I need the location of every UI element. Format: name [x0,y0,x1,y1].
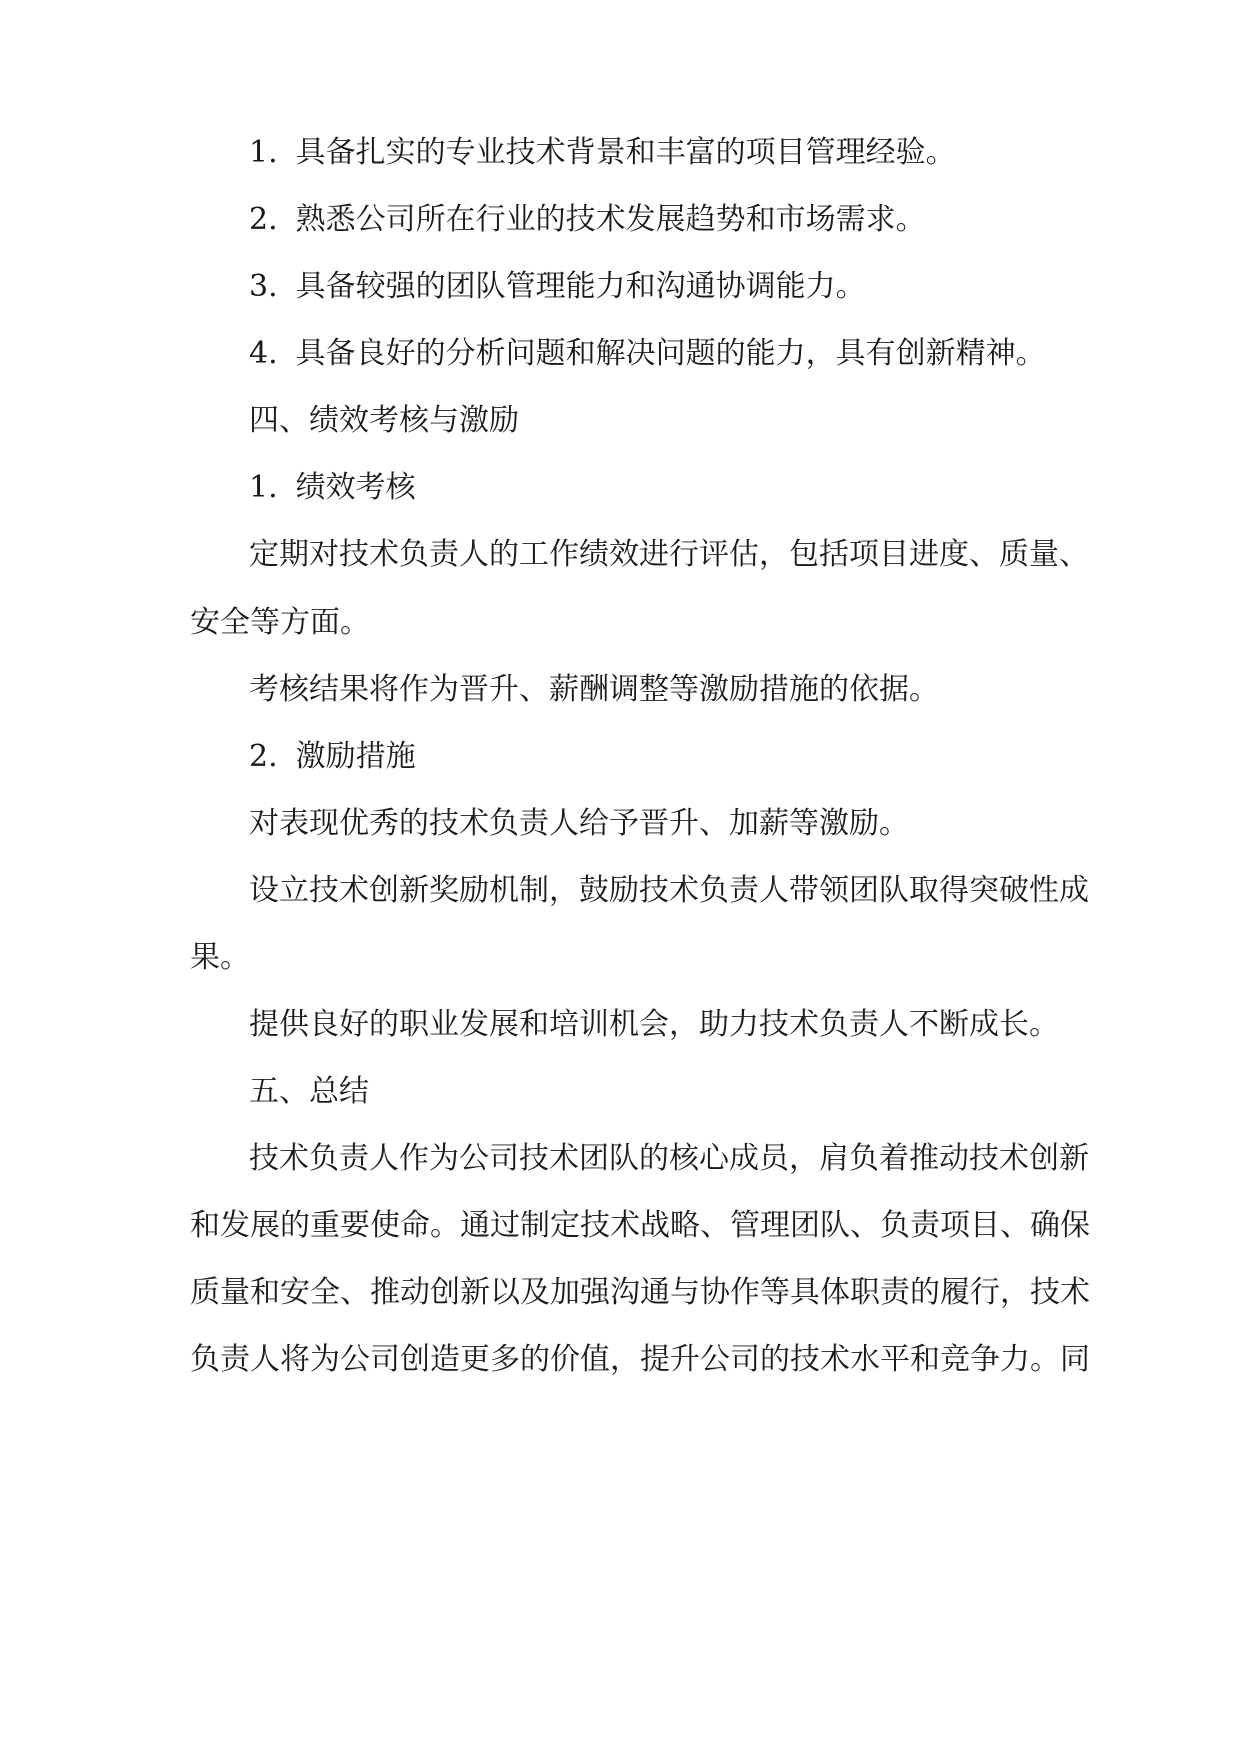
list-number: 4. [249,336,278,371]
paragraph-line: 技术负责人作为公司技术团队的核心成员，肩负着推动技术创新 [249,1141,1089,1176]
subheading-incentives [249,737,1129,777]
list-text: 绩效考核 [295,470,416,505]
paragraph-line: 果。 [190,940,250,975]
list-text: 具备较强的团队管理能力和沟通协调能力。 [295,269,866,304]
list-text: 激励措施 [295,739,416,774]
paragraph-line: 安全等方面。 [190,605,370,640]
paragraph-line: 设立技术创新奖励机制，鼓励技术负责人带领团队取得突破性成 [249,873,1089,908]
paragraph-line: 和发展的重要使命。通过制定技术战略、管理团队、负责项目、确保 [190,1208,1090,1243]
list-text: 熟悉公司所在行业的技术发展趋势和市场需求。 [295,202,926,237]
list-number: 1. [249,470,278,505]
requirement-item-1 [249,133,1129,173]
list-number: 3. [249,269,278,304]
paragraph-line: 质量和安全、推动创新以及加强沟通与协作等具体职责的履行，技术 [190,1275,1090,1310]
paragraph-line: 对表现优秀的技术负责人给予晋升、加薪等激励。 [249,806,909,841]
list-number: 2. [249,202,278,237]
requirement-item-4 [249,334,1129,374]
paragraph-line: 提供良好的职业发展和培训机会，助力技术负责人不断成长。 [249,1007,1059,1042]
requirement-item-2 [249,200,1129,240]
list-number: 2. [249,739,278,774]
paragraph-line: 定期对技术负责人的工作绩效进行评估，包括项目进度、质量、 [249,537,1089,572]
subheading-performance-review [249,468,1129,508]
paragraph-line: 考核结果将作为晋升、薪酬调整等激励措施的依据。 [249,672,939,707]
list-text: 具备良好的分析问题和解决问题的能力，具有创新精神。 [295,336,1046,371]
requirement-item-3 [249,267,1129,307]
list-text: 具备扎实的专业技术背景和丰富的项目管理经验。 [295,135,956,170]
paragraph-line: 负责人将为公司创造更多的价值，提升公司的技术水平和竞争力。同 [190,1342,1090,1377]
section-heading-summary: 五、总结 [249,1074,369,1109]
section-heading-performance: 四、绩效考核与激励 [249,403,519,438]
list-number: 1. [249,135,278,170]
